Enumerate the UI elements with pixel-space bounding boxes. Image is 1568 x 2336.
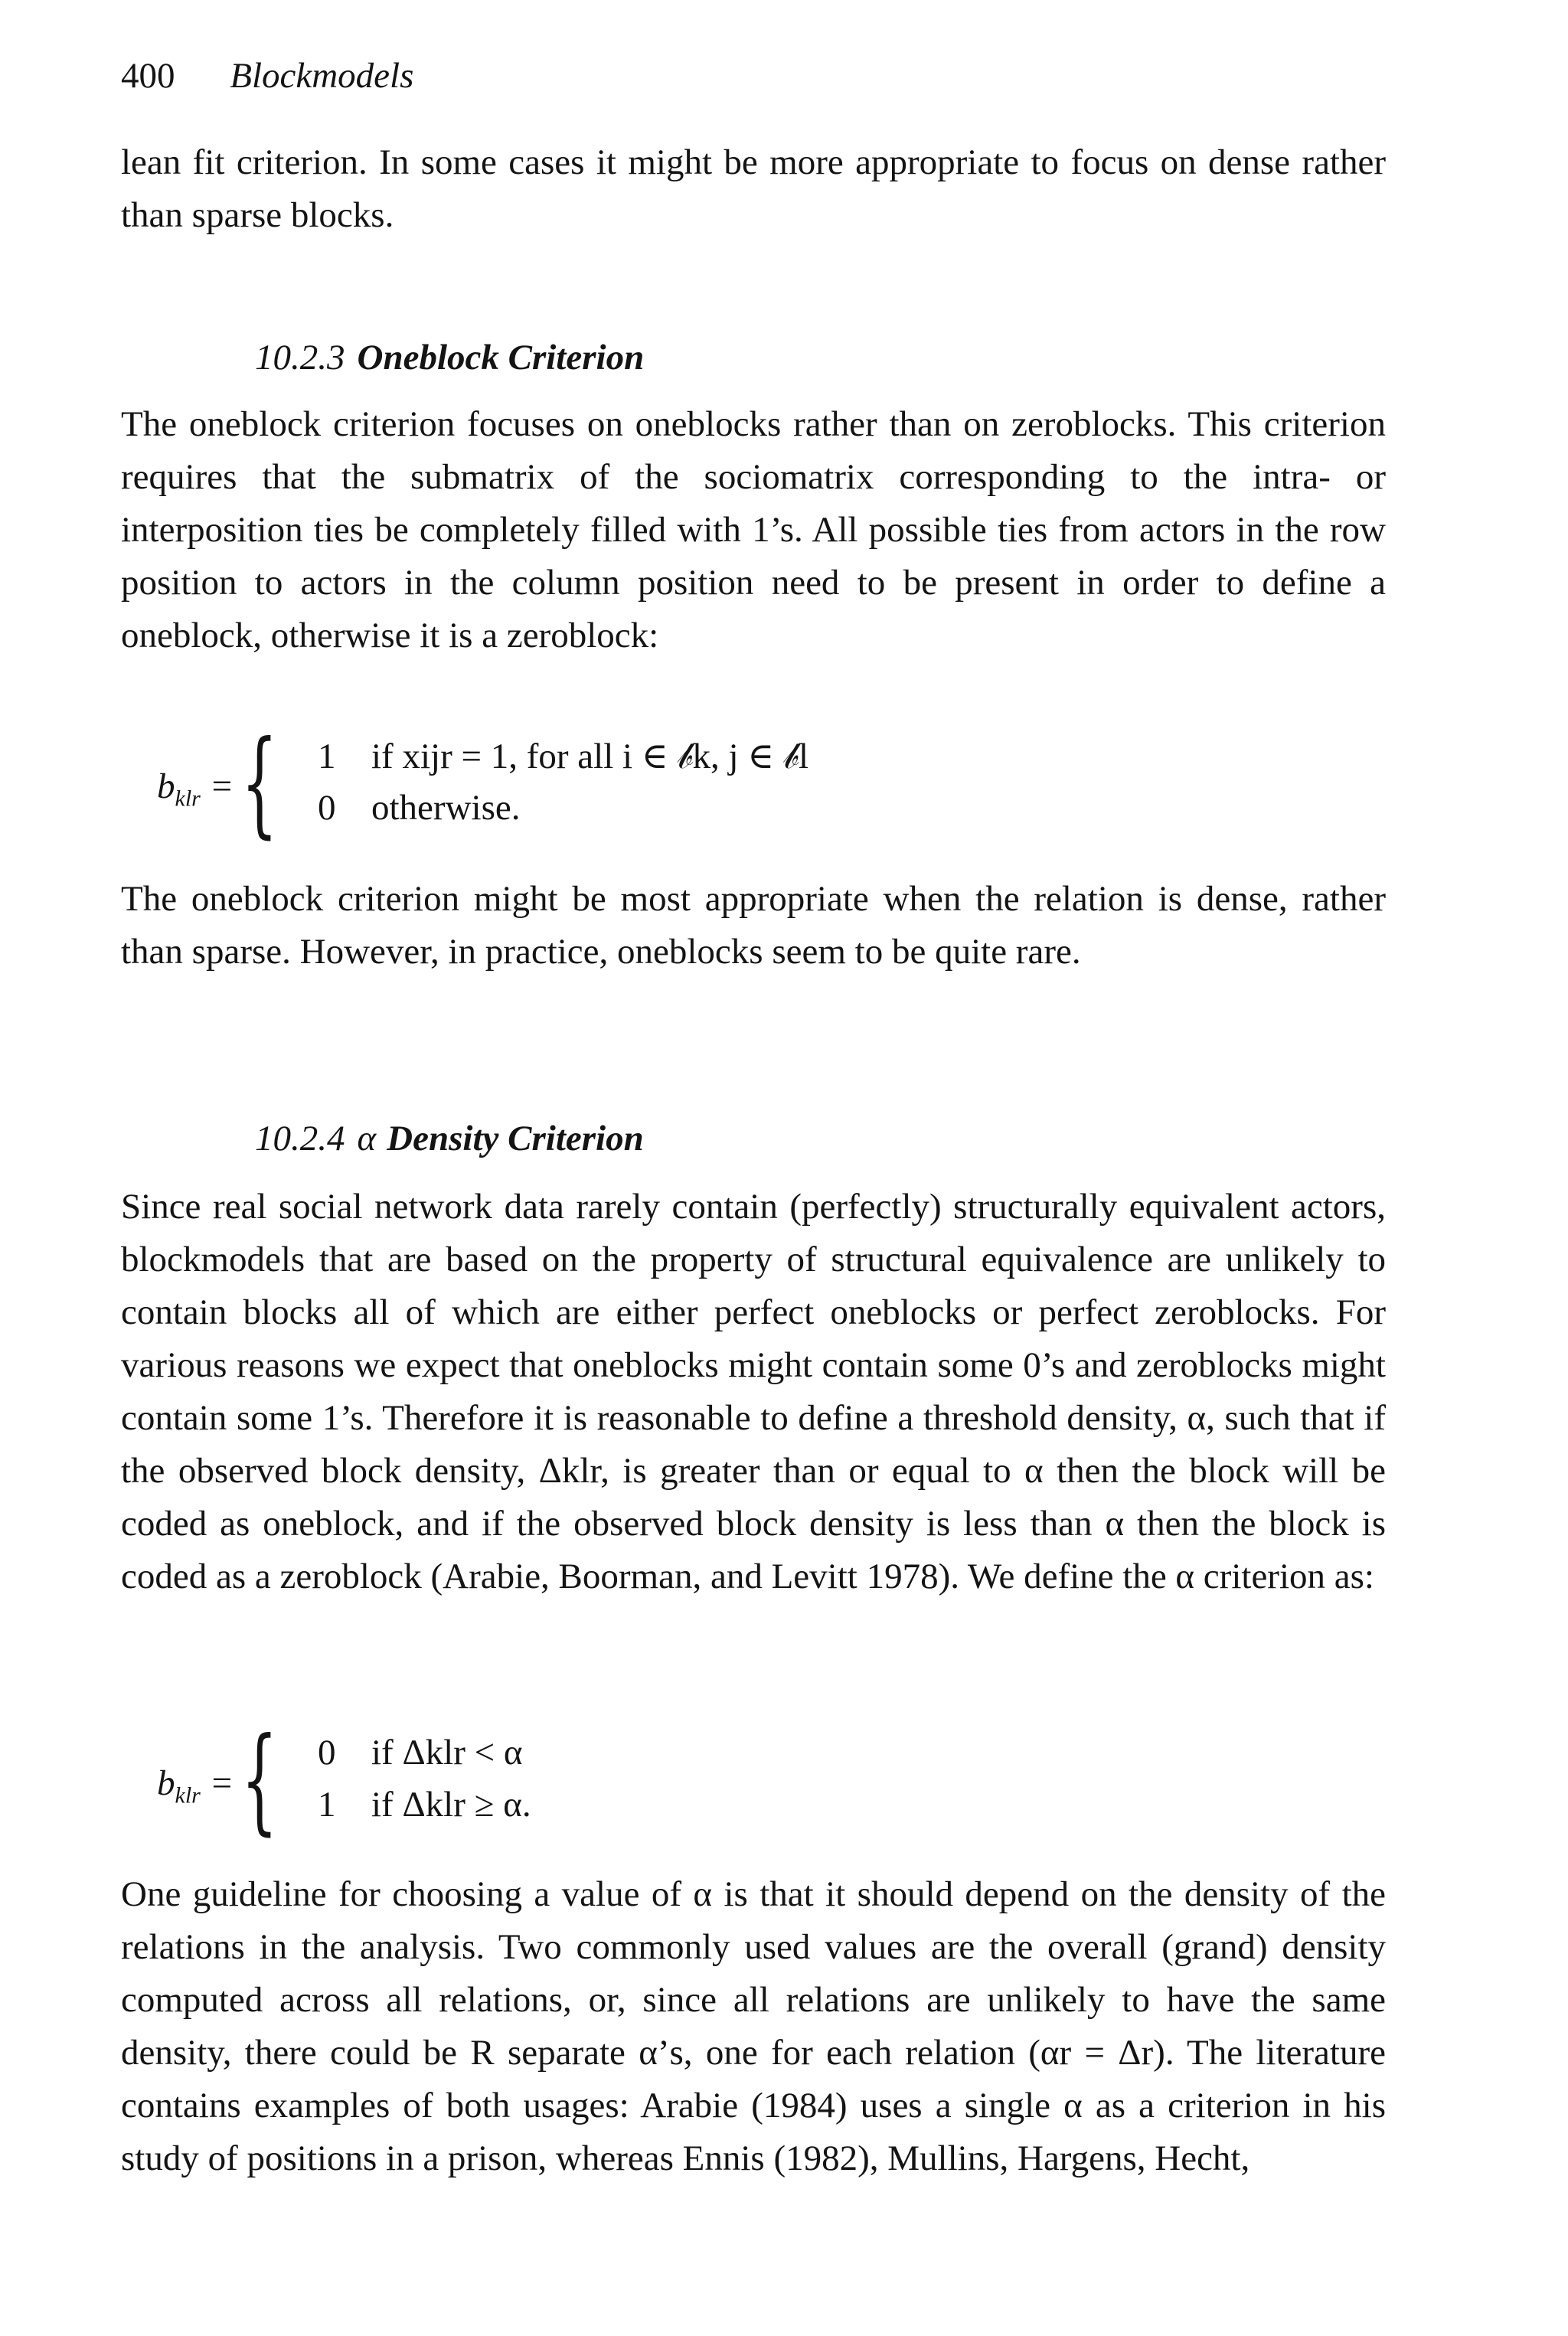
page-header	[121, 55, 413, 96]
equation-case-2: 1 if Δklr ≥ α.	[318, 1785, 531, 1825]
paragraph-oneblock-usage: The oneblock criterion might be most appropriate when the relation is dense, rather than sparse. However, in practice, oneblocks seem to be quite rare.	[121, 879, 1386, 972]
equation-lhs: $b_{klr}$ =	[157, 1763, 234, 1808]
paragraph-oneblock-definition: The oneblock criterion focuses on oneblocks rather than on zeroblocks. This criterion requires that the submatrix of the sociomatrix corresponding to the intra- or interposition ties be completely filled with 1’s. All possible ties from actors in the row position to actors in the column position need to be present in order to define a oneblock, otherwise it is a zeroblock:	[121, 404, 1386, 655]
section-title: Oneblock Criterion	[357, 338, 645, 377]
paragraph-alpha-density: Since real social network data rarely contain (perfectly) structurally equivalent actors, blockmodels that are based on the property of structural equivalence are unlikely to contain blocks all of which are either perfect oneblocks or perfect zeroblocks. For various reasons we expect that oneblocks might contain some 0’s and zeroblocks might contain some 1’s. Therefore it is reasonable to define a threshold density, α, such that if the observed block density, Δklr, is greater than or equal to α then the block will be coded as oneblock, and if the observed block density is less than α then the block is coded as a zeroblock (Arabie, Boorman, and Levitt 1978). We define the α criterion as:	[121, 1187, 1386, 1596]
paragraph-alpha-guideline: One guideline for choosing a value of α is that it should depend on the density of the relations in the analysis. Two commonly used values are the overall (grand) density computed across all relations, or, since all relations are unlikely to have the same density, there could be R separate α’s, one for each relation (αr = Δr). The literature contains examples of both usages: Arabie (1984) uses a single α as a criterion in his study of positions in a prison, whereas Ennis (1982), Mullins, Hargens, Hecht,	[121, 1874, 1386, 2178]
section-heading-alpha-density	[255, 1118, 644, 1159]
section-number: 10.2.3	[255, 338, 345, 377]
equation-lhs: $b_{klr}$ =	[157, 766, 234, 812]
section-heading-oneblock	[255, 337, 644, 378]
page-number: 400	[121, 56, 175, 96]
section-number: 10.2.4	[255, 1119, 345, 1158]
paragraph-continuation: lean fit criterion. In some cases it might be more appropriate to focus on dense rather than sparse blocks.	[121, 142, 1386, 235]
left-brace: {	[241, 1714, 278, 1847]
equation-alpha-criterion	[157, 1714, 1152, 1847]
equation-case-1: 1 if xijr = 1, for all i ∈ 𝒷k, j ∈ 𝒷l	[318, 737, 809, 776]
running-title: Blockmodels	[230, 56, 414, 96]
alpha-symbol: α	[357, 1119, 377, 1158]
left-brace: {	[241, 717, 278, 850]
equation-case-1: 0 if Δklr < α	[318, 1733, 523, 1772]
equation-oneblock	[157, 717, 1152, 850]
equation-case-2: 0 otherwise.	[318, 788, 521, 828]
section-title: Density Criterion	[387, 1119, 644, 1158]
